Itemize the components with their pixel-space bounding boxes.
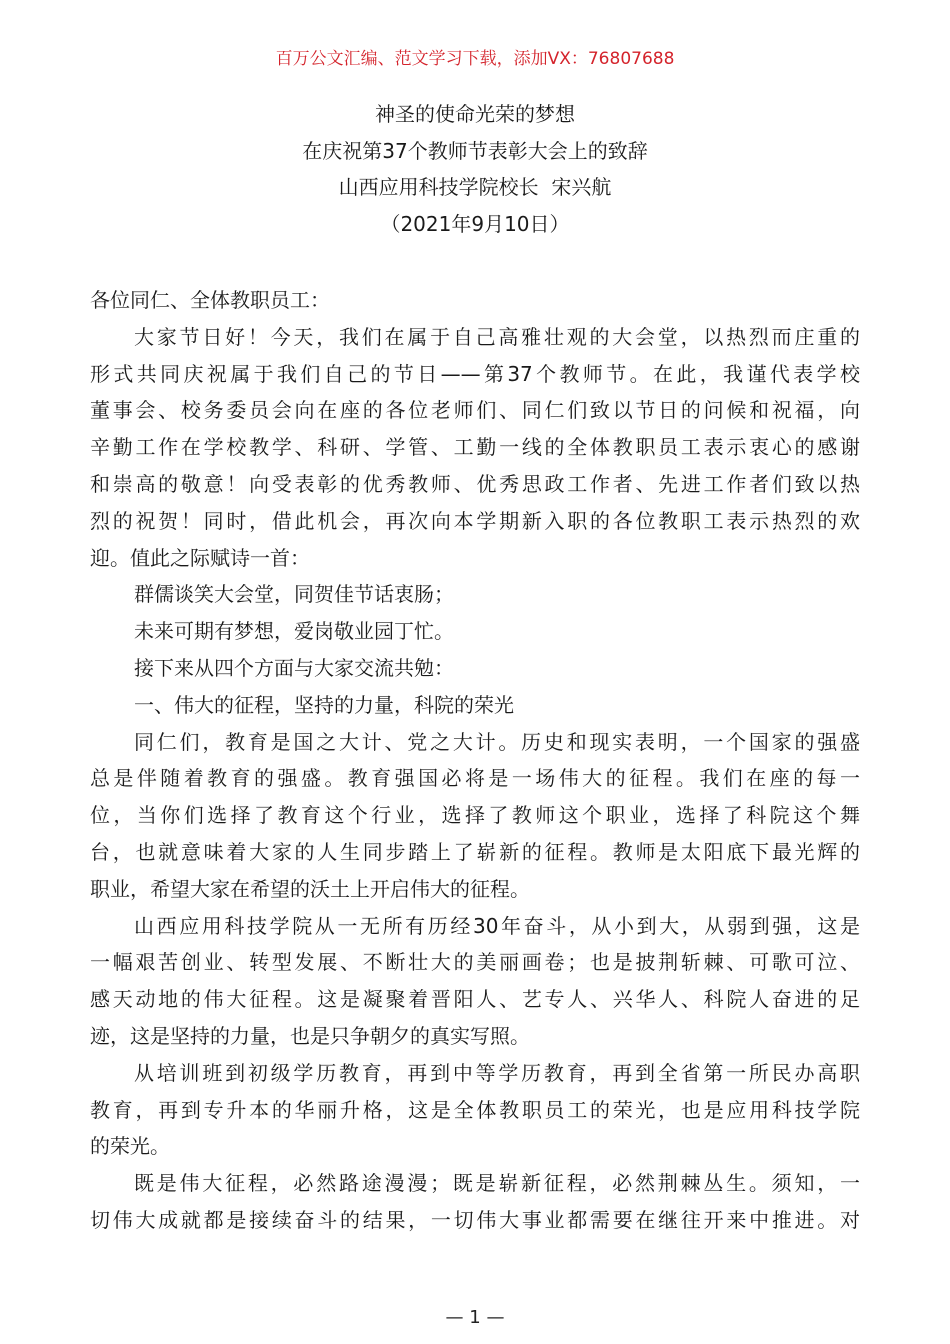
salutation: 各位同仁、全体教职员工：: [90, 288, 330, 312]
paragraph-3-line: 山西应用科技学院从一无所有历经30年奋斗，从小到大，从弱到强，这是: [134, 913, 860, 938]
paragraph-2-line: 职业，希望大家在希望的沃土上开启伟大的征程。: [90, 876, 530, 901]
paragraph-4-line: 的荣光。: [90, 1134, 170, 1159]
paragraph-2-line: 同仁们，教育是国之大计、党之大计。历史和现实表明，一个国家的强盛: [134, 729, 860, 754]
paragraph-1-line: 大家节日好！今天，我们在属于自己高雅壮观的大会堂，以热烈而庄重的: [134, 324, 860, 349]
paragraph-1-line: 迎。值此之际赋诗一首：: [90, 545, 310, 570]
poem-line-2: 未来可期有梦想，爱岗敬业园丁忙。: [134, 619, 454, 644]
paragraph-5-line: 切伟大成就都是接续奋斗的结果，一切伟大事业都需要在继往开来中推进。对: [90, 1207, 860, 1232]
speech-body: [90, 282, 860, 1239]
watermark-banner: 百万公文汇编、范文学习下载，添加VX：76807688: [275, 49, 675, 69]
paragraph-1-line: 和崇高的敬意！向受表彰的优秀教师、优秀思政工作者、先进工作者们致以热: [90, 471, 860, 496]
speech-title: 神圣的使命光荣的梦想: [375, 102, 575, 126]
speech-subtitle: 在庆祝第37个教师节表彰大会上的致辞: [302, 138, 648, 163]
speaker-line: 山西应用科技学院校长 宋兴航: [338, 175, 612, 199]
paragraph-1-line: 董事会、校务委员会向在座的各位老师们、同仁们致以节日的问候和祝福，向: [90, 398, 860, 423]
paragraph-4-line: 从培训班到初级学历教育，再到中等学历教育，再到全省第一所民办高职: [134, 1060, 860, 1085]
page-number: — 1 —: [445, 1307, 505, 1328]
poem-line-1: 群儒谈笑大会堂，同贺佳节话衷肠；: [134, 582, 454, 607]
paragraph-3-line: 感天动地的伟大征程。这是凝聚着晋阳人、艺专人、兴华人、科院人奋进的足: [90, 987, 860, 1012]
paragraph-2-line: 台，也就意味着大家的人生同步踏上了崭新的征程。教师是太阳底下最光辉的: [90, 839, 860, 864]
paragraph-4-line: 教育，再到专升本的华丽升格，这是全体教职员工的荣光，也是应用科技学院: [90, 1097, 860, 1122]
paragraph-1-line: 形式共同庆祝属于我们自己的节日——第37个教师节。在此，我谨代表学校: [90, 361, 860, 386]
paragraph-1-line: 辛勤工作在学校教学、科研、学管、工勤一线的全体教职员工表示衷心的感谢: [90, 435, 860, 460]
paragraph-3-line: 一幅艰苦创业、转型发展、不断壮大的美丽画卷；也是披荆斩棘、可歌可泣、: [90, 950, 860, 975]
paragraph-2-line: 位，当你们选择了教育这个行业，选择了教师这个职业，选择了科院这个舞: [90, 803, 860, 828]
title-block: [0, 96, 950, 242]
paragraph-2-line: 总是伴随着教育的强盛。教育强国必将是一场伟大的征程。我们在座的每一: [90, 766, 860, 791]
paragraph-3-line: 迹，这是坚持的力量，也是只争朝夕的真实写照。: [90, 1023, 530, 1048]
paragraph-5-line: 既是伟大征程，必然路途漫漫；既是崭新征程，必然荆棘丛生。须知，一: [134, 1171, 860, 1196]
paragraph-1-line: 烈的祝贺！同时，借此机会，再次向本学期新入职的各位教职工表示热烈的欢: [90, 508, 860, 533]
section-heading-1: 一、伟大的征程，坚持的力量，科院的荣光: [134, 692, 514, 717]
transition-line: 接下来从四个方面与大家交流共勉：: [134, 655, 454, 680]
speech-date: （2021年9月10日）: [380, 211, 570, 236]
